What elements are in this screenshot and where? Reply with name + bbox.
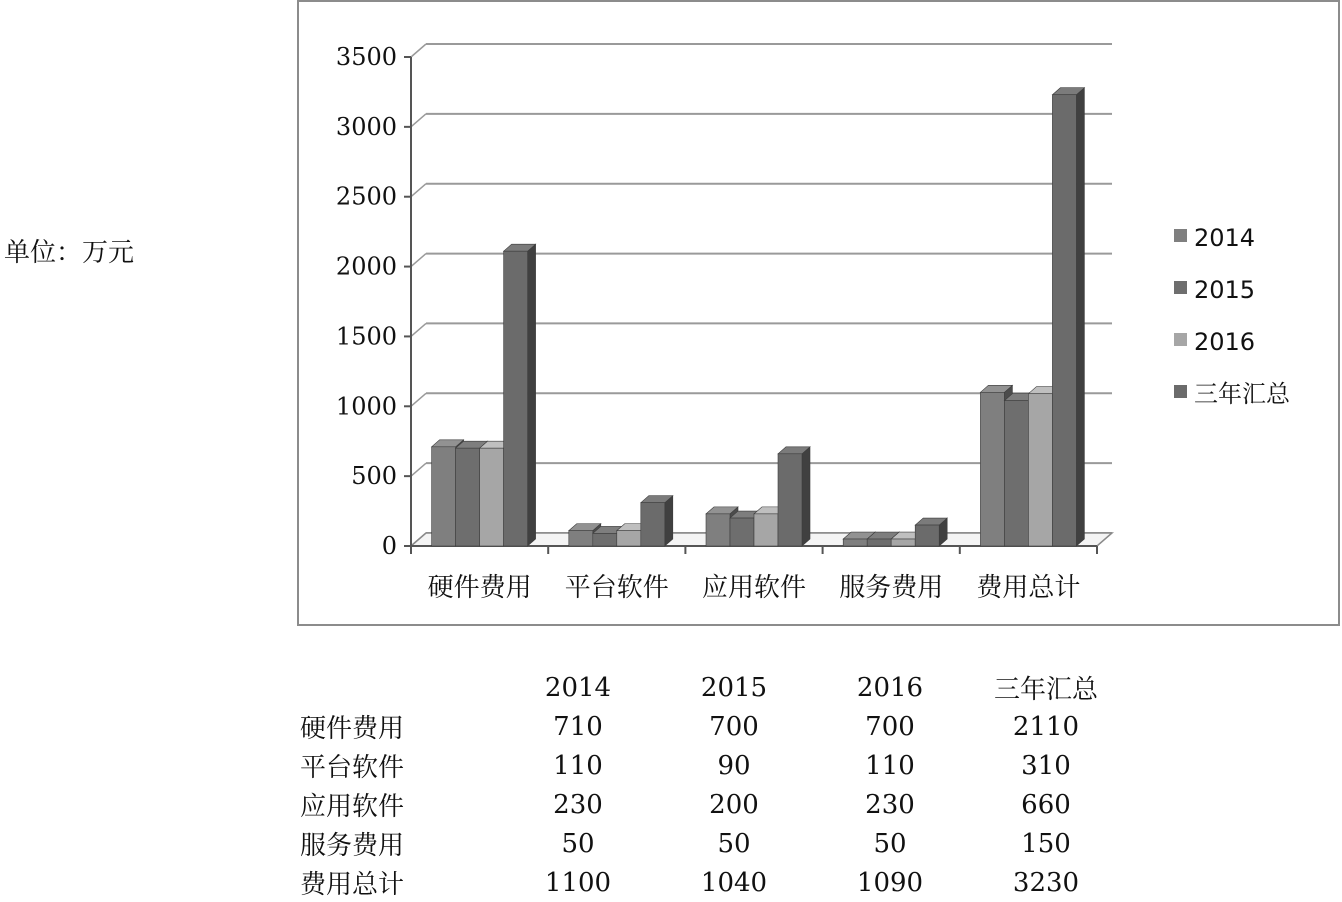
gridline-depth [411, 323, 426, 336]
table-header-cell: 三年汇总 [993, 675, 1098, 705]
table-cell: 700 [709, 711, 759, 742]
bar [641, 503, 665, 546]
unit-label: 单位：万元 [4, 238, 135, 268]
bar [480, 448, 504, 546]
table-cell: 110 [553, 750, 603, 781]
bar-side [528, 244, 536, 546]
legend-swatch [1174, 229, 1187, 242]
bar [504, 251, 528, 546]
legend [1174, 224, 1291, 408]
table-header-row [300, 668, 1124, 707]
table-row [300, 785, 1124, 824]
x-category-label: 硬件费用 [427, 573, 532, 603]
bar [891, 539, 915, 546]
bar [867, 539, 891, 546]
x-category-label: 费用总计 [976, 573, 1081, 603]
table-cell: 660 [1021, 789, 1071, 820]
y-tick-label: 2000 [335, 252, 397, 281]
x-category-label: 应用软件 [701, 573, 807, 603]
bar [778, 454, 802, 546]
table-cell: 1040 [700, 867, 768, 898]
bar [1028, 394, 1052, 546]
table-cell: 230 [865, 789, 915, 820]
table-header-cell: 2014 [544, 672, 612, 703]
table-corner [300, 668, 500, 707]
table-row-label: 服务费用 [300, 831, 405, 861]
gridline-depth [411, 44, 426, 57]
bar-side [802, 447, 810, 546]
table-cell: 110 [865, 750, 915, 781]
bar [843, 539, 867, 546]
bar [456, 448, 480, 546]
bar-side [665, 496, 673, 546]
data-table [300, 668, 1124, 902]
y-tick-label: 500 [351, 462, 397, 491]
table-row-label: 硬件费用 [300, 714, 405, 744]
bar-side [1076, 88, 1084, 546]
bar [754, 514, 778, 546]
table-cell: 1090 [856, 867, 924, 898]
legend-label: 2016 [1194, 328, 1256, 356]
table-cell: 50 [561, 828, 595, 859]
table-row [300, 746, 1124, 785]
bar [1052, 95, 1076, 546]
bar [730, 518, 754, 546]
bar-chart [299, 2, 1338, 624]
table-cell: 310 [1021, 750, 1071, 781]
gridline-depth [411, 254, 426, 267]
y-tick-label: 1000 [335, 392, 397, 421]
table-cell: 710 [553, 711, 603, 742]
table-row-label: 费用总计 [300, 870, 405, 900]
x-category-label: 服务费用 [839, 573, 944, 603]
table-cell: 3230 [1012, 867, 1080, 898]
bar [617, 531, 641, 546]
table-cell: 50 [873, 828, 907, 859]
bar [915, 525, 939, 546]
table-row-label: 应用软件 [300, 792, 405, 822]
table-cell: 50 [717, 828, 751, 859]
gridline-depth [411, 393, 426, 406]
y-tick-label: 0 [381, 532, 397, 560]
table-cell: 90 [717, 750, 751, 781]
table-header-cell: 2015 [700, 672, 768, 703]
bar [593, 533, 617, 546]
y-tick-label: 1500 [335, 322, 397, 351]
y-tick-label: 2500 [335, 182, 397, 211]
y-tick-label: 3500 [335, 43, 397, 71]
legend-label: 三年汇总 [1194, 380, 1290, 408]
table-header-cell: 2016 [856, 672, 924, 703]
table-row [300, 707, 1124, 746]
bar [569, 531, 593, 546]
bar [432, 447, 456, 546]
bar [1004, 401, 1028, 546]
bar [980, 392, 1004, 546]
table-row [300, 863, 1124, 902]
table-cell: 200 [709, 789, 759, 820]
table-row-label: 平台软件 [300, 753, 405, 783]
legend-swatch [1174, 385, 1187, 398]
y-tick-label: 3000 [335, 112, 397, 141]
table-cell: 150 [1021, 828, 1071, 859]
table-cell: 230 [553, 789, 603, 820]
legend-label: 2014 [1194, 224, 1256, 252]
gridline-depth [411, 114, 426, 127]
x-category-label: 平台软件 [564, 573, 669, 603]
gridline-depth [411, 184, 426, 197]
gridline-depth [411, 463, 426, 476]
table-row [300, 824, 1124, 863]
legend-label: 2015 [1194, 276, 1256, 304]
bar [706, 514, 730, 546]
chart-frame [297, 0, 1340, 626]
table-cell: 2110 [1012, 711, 1080, 742]
legend-swatch [1174, 281, 1187, 294]
legend-swatch [1174, 333, 1187, 346]
table-cell: 700 [865, 711, 915, 742]
table-cell: 1100 [544, 867, 612, 898]
bar-layer [432, 88, 1085, 546]
